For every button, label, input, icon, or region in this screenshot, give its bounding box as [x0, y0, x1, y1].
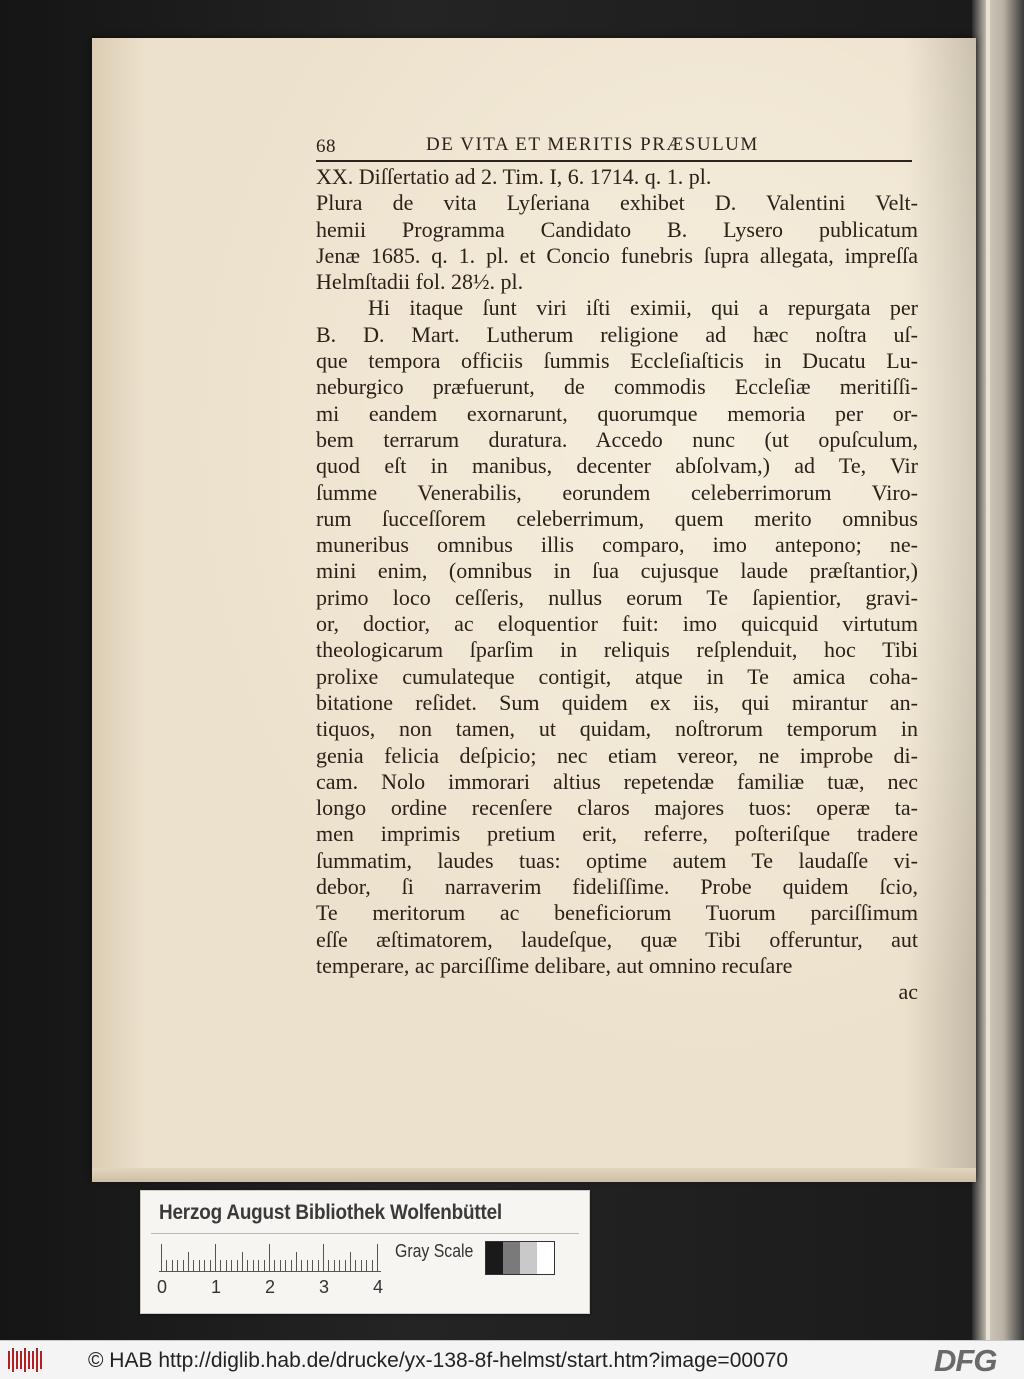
ruler-tick — [328, 1260, 329, 1272]
logo-bar — [16, 1351, 18, 1369]
text-line: theologicarum ſparſim in reliquis reſplenduit, hoc Tibi — [316, 637, 918, 663]
logo-bar — [12, 1348, 14, 1372]
ruler-tick — [199, 1260, 200, 1272]
logo-bar — [24, 1348, 26, 1372]
ruler-tick — [285, 1260, 286, 1272]
text-line: tiquos, non tamen, ut quidam, noſtrorum temporum in — [316, 716, 918, 742]
text-line: bem terrarum duratura. Accedo nunc (ut opuſculum, — [316, 426, 918, 452]
gray-scale-chart — [485, 1241, 555, 1275]
text-line: ſumme Venerabilis, eorundem celeberrimorum Viro- — [316, 479, 918, 505]
text-line: bitatione reſidet. Sum quidem ex iis, qui mirantur an- — [316, 689, 918, 715]
ruler-tick — [269, 1244, 270, 1272]
ruler-tick — [215, 1244, 216, 1272]
ruler-tick — [242, 1252, 243, 1272]
text-line: or, doctior, ac eloquentior fuit: imo quicquid virtutum — [316, 611, 918, 637]
ruler-number: 0 — [157, 1277, 168, 1297]
reference-card — [140, 1190, 590, 1314]
hab-logo-icon — [8, 1348, 46, 1372]
ruler-tick — [296, 1252, 297, 1272]
ruler-tick — [323, 1244, 324, 1272]
measurement-ruler — [159, 1242, 381, 1272]
ruler-tick — [334, 1260, 335, 1272]
logo-bar — [28, 1351, 30, 1369]
ruler-tick — [258, 1260, 259, 1272]
ruler-tick — [355, 1260, 356, 1272]
adjacent-page-edge — [972, 0, 1024, 1340]
gray-scale-patch — [503, 1242, 520, 1274]
logo-bar — [32, 1351, 34, 1369]
text-line: men imprimis pretium erit, referre, poſteriſque tradere — [316, 821, 918, 847]
text-line: ſummatim, laudes tuas: optime autem Te laudaſſe vi- — [316, 847, 918, 873]
text-line: prolixe cumulateque contigit, atque in Te amica coha- — [316, 663, 918, 689]
ruler-tick — [226, 1260, 227, 1272]
ruler-tick — [307, 1260, 308, 1272]
ruler-number: 1 — [211, 1277, 222, 1297]
library-name: Herzog August Bibliothek Wolfenbüttel — [159, 1201, 502, 1224]
ruler-tick — [193, 1260, 194, 1272]
text-line: quod eſt in manibus, decenter abſolvam,) ad Te, Vir — [316, 453, 918, 479]
ruler-tick — [237, 1260, 238, 1272]
ruler-tick — [372, 1260, 373, 1272]
ruler-tick — [301, 1260, 302, 1272]
ruler-tick — [166, 1260, 167, 1272]
ruler-tick — [280, 1260, 281, 1272]
ruler-tick — [204, 1260, 205, 1272]
footer-bar — [0, 1340, 1024, 1379]
text-line: que tempora officiis ſummis Eccleſiaſticis in Ducatu Lu- — [316, 348, 918, 374]
ruler-tick — [247, 1260, 248, 1272]
dfg-logo: DFG — [934, 1343, 997, 1378]
text-line: neburgico præfuerunt, de commodis Eccleſiæ meritiſſi- — [316, 374, 918, 400]
ruler-tick — [339, 1260, 340, 1272]
text-line: B. D. Mart. Lutherum religione ad hæc noſtra uſ- — [316, 321, 918, 347]
ruler-tick — [231, 1260, 232, 1272]
text-line: longo ordine recenſere claros majores tuos: operæ ta- — [316, 795, 918, 821]
card-divider — [151, 1233, 579, 1234]
logo-bar — [36, 1348, 38, 1372]
text-line: XX. Diſſertatio ad 2. Tim. I, 6. 1714. q. 1. pl. — [316, 164, 712, 189]
header-rule — [316, 160, 912, 162]
gray-scale-label: Gray Scale — [395, 1241, 474, 1261]
ruler-tick — [210, 1260, 211, 1272]
text-line: Jenæ 1685. q. 1. pl. et Concio funebris ſupra allegata, impreſſa — [316, 242, 918, 268]
text-line: mini enim, (omnibus in ſua cujusque laude præſtantior,) — [316, 558, 918, 584]
text-line: Hi itaque ſunt viri iſti eximii, qui a repurgata per — [368, 295, 918, 321]
page-bottom-edge — [92, 1168, 976, 1182]
catchword: ac — [898, 979, 918, 1005]
ruler-tick — [318, 1260, 319, 1272]
text-line: hemii Programma Candidato B. Lysero publicatum — [316, 216, 918, 242]
text-line: debor, ſi narraverim fideliſſime. Probe quidem ſcio, — [316, 874, 918, 900]
ruler-number: 3 — [319, 1277, 330, 1297]
gray-scale-patch — [520, 1242, 537, 1274]
text-line: muneribus omnibus illis comparo, imo antepono; ne- — [316, 532, 918, 558]
gray-scale-patch — [537, 1242, 554, 1274]
source-url[interactable]: © HAB http://diglib.hab.de/drucke/yx-138-8f-helmst/start.htm?image=00070 — [88, 1349, 789, 1372]
page-body-text — [316, 164, 918, 1006]
ruler-tick — [220, 1260, 221, 1272]
ruler-tick — [177, 1260, 178, 1272]
ruler-tick — [312, 1260, 313, 1272]
text-line: temperare, ac parciſſime delibare, aut omnino recuſare — [316, 952, 793, 978]
text-line: Plura de vita Lyſeriana exhibet D. Valentini Velt- — [316, 190, 918, 216]
text-line: Helmſtadii fol. 28½. pl. — [316, 269, 524, 295]
ruler-tick — [291, 1260, 292, 1272]
ruler-number: 2 — [265, 1277, 276, 1297]
ruler-tick — [274, 1260, 275, 1272]
logo-bar — [8, 1351, 10, 1369]
ruler-tick — [366, 1260, 367, 1272]
text-line: primo loco ceſſeris, nullus eorum Te ſapientior, gravi- — [316, 584, 918, 610]
gray-scale-patch — [486, 1242, 503, 1274]
ruler-tick — [361, 1260, 362, 1272]
ruler-number: 4 — [373, 1277, 384, 1297]
text-line: rum ſucceſſorem celeberrimum, quem merito omnibus — [316, 505, 918, 531]
ruler-tick — [377, 1244, 378, 1272]
text-line: cam. Nolo immorari altius repetendæ familiæ tuæ, nec — [316, 768, 918, 794]
ruler-tick — [188, 1252, 189, 1272]
ruler-tick — [183, 1260, 184, 1272]
ruler-tick — [345, 1260, 346, 1272]
page-number: 68 — [316, 136, 336, 157]
ruler-tick — [172, 1260, 173, 1272]
ruler-tick — [253, 1260, 254, 1272]
text-line: Te meritorum ac beneficiorum Tuorum parciſſimum — [316, 900, 918, 926]
running-title: DE VITA ET MERITIS PRÆSULUM — [426, 134, 759, 155]
text-line: eſſe æſtimatorem, laudeſque, quæ Tibi offeruntur, aut — [316, 926, 918, 952]
logo-bar — [40, 1351, 42, 1369]
ruler-tick — [264, 1260, 265, 1272]
text-line: mi eandem exornarunt, quorumque memoria per or- — [316, 400, 918, 426]
logo-bar — [20, 1351, 22, 1369]
text-line: genia felicia deſpicio; nec etiam vereor, ne improbe di- — [316, 742, 918, 768]
ruler-tick — [350, 1252, 351, 1272]
ruler-tick — [161, 1244, 162, 1272]
